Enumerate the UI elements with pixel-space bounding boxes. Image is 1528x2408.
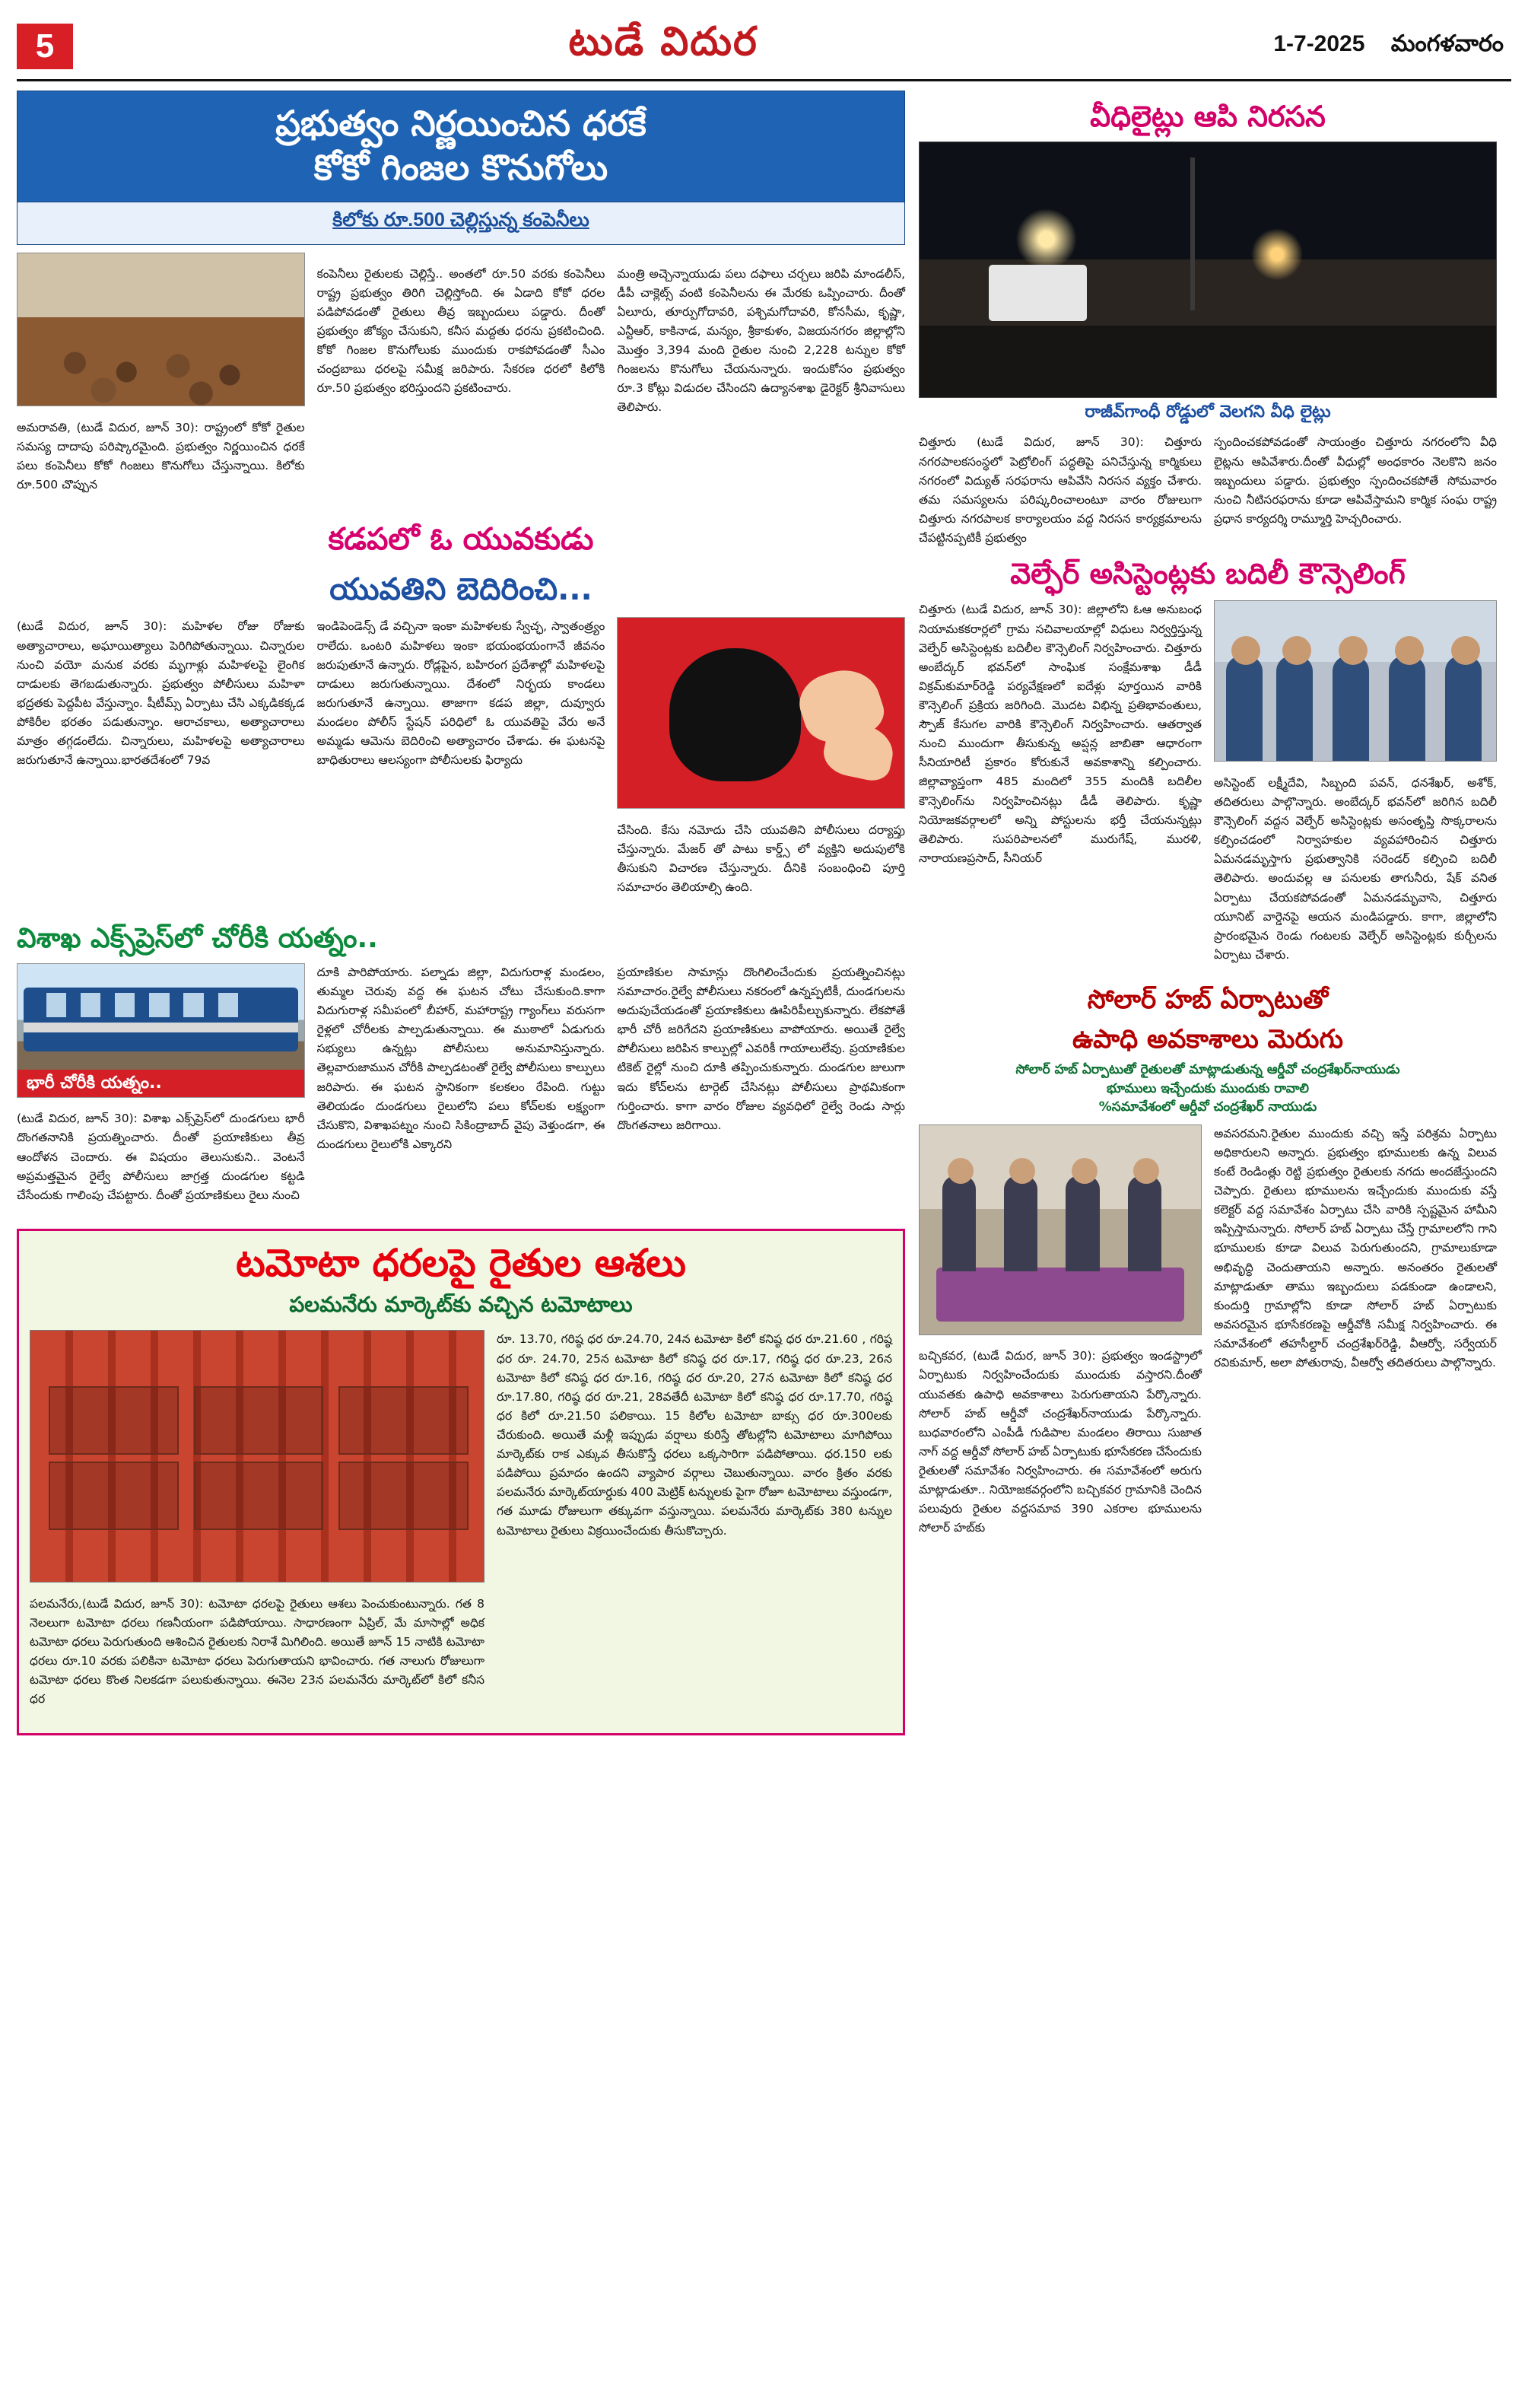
right-col-3b: అవసరమని.రైతుల ముందుకు వచ్చి ఇస్తే పరిశ్రమ ఏర్పాటు అధికారులని అన్నారు. ప్రభుత్వం భూములకు ఉన్న విలువ కంటే రెండింత్లు రెట్టి ప్రభుత్వం రైతులకు నగదు అందజేస్తుందని చెప్పారు. రైతులు భూములను ఇచ్చేందుకు ముందుకు వస్తే కలెక్టర్ వద్ద సమావేశం ఏర్పాటు చేసి వారికి స్పష్టమైన హామీని ఇప్పిస్తామన్నారు. సోలార్ హబ్ ఏర్పాటు చేస్తే గ్రామాలలోని గాని భూములకు కూడా విలువ పెరుగుతుందని, గ్రామాలుకూడా అభివృద్ధి చెందుతాయని అన్నారు. అనంతరం రైతులతో మాట్లాడుతూ తాము ఇబ్బందులు పడకుండా ఉండాలని, కుందుర్తి గ్రామాల్లోని కూడా సోలార్ హబ్ ఏర్పాటుకు అవసరమైన భూసేకరణపై ఆర్డీవోకి సమీక్ష నిర్వహించారు. ఈ సమావేశంలో తహసీల్దార్ చంద్రశేఖర్‌రెడ్డి, వీఆర్వో, సర్వేయర్ రవికుమార్, అలా పోతురావు, వీఆర్వో తదితరులు పాల్గొన్నారు. <box>1214 1126 1497 1370</box>
right-photo-caption-1: రాజీవ్‌గాంధీ రోడ్డులో వెలగని వీధి లైట్లు <box>1085 402 1331 422</box>
right-col-2a: చిత్తూరు (టుడే విదుర, జూన్ 30): జిల్లాలోని ఓఆ అనుబంధ నియామకకరార్లలో గ్రామ సచివాలయాల్లో విధులు నిర్వర్తిస్తున్న వెల్ఫేర్ అసిస్టెంట్లకు బదిలీల కౌన్సెలింగ్ నిర్వహించారు. చిత్తూరు అంబేద్కర్ భవన్‌లో సాంఘిక సంక్షేమశాఖ డీడీ విక్రమ్‌కుమార్‌రెడ్డి పర్యవేక్షణలో ఐదేళ్లు పూర్తయిన వారికి కౌన్సెలింగ్ ప్రక్రియ జరిగింది. మొదట విభిన్న ప్రతిభావంతులు, స్పౌజ్ కేసుగల వారికి కౌన్సెలింగ్ నిర్వహించారు. ఆతర్వాత నుంచి ముందుగా తీసుకున్న అప్షన్ల జాబితా ఆధారంగా సీనియారిటీ ప్రకారం కోరుకునే అవకాశాన్ని కల్పించారు. జిల్లావ్యాప్తంగా 485 మందిలో 355 మందికి బదిలీల కౌన్సెలింగ్‌ను నిర్వహించినట్లు డీడీ తెలిపారు. కృష్ణా నియోజకవర్గాలలో అన్ని పోస్టులను భర్తీ చేయనున్నట్లు తెలిపారు. సుపరిపాలనలో మురుగేష్, మురళి, నారాయణప్రసాద్, సీనియర్ <box>919 603 1202 865</box>
lead-body-3: మంత్రి అచ్చెన్నాయుడు పలు దఫాలు చర్చలు జరిపి మాండలీస్, డీపీ చాక్లెట్స్ వంటి కంపెనీలను ఈ మేరకు ఒప్పించారు. దీంతో ఏలూరు, తూర్పుగోదావరి, పశ్చిమగోదావరి, కోనసీమ, కృష్ణా, ఎన్టీఆర్, కాకినాడ, మన్యం, శ్రీకాకుళం, విజయనగరం జిల్లాల్లోని మొత్తం 3,394 మంది రైతుల నుంచి 2,228 టన్నుల కోకో గింజలను కొనుగోలు చేయనున్నారు. ఇందుకోసం ప్రభుత్వం రూ.3 కోట్లు విడుదల చేసిందని ఉద్యానశాఖ డైరెక్టర్ శ్రీనివాసులు తెలిపారు. <box>617 266 906 415</box>
publication-date <box>1253 31 1511 62</box>
night-street-protest-photo <box>919 142 1497 398</box>
right-headline-3-line1: సోలార్ హబ్ ఏర్పాటుతో <box>1087 984 1329 1015</box>
page-number: 5 <box>17 24 73 69</box>
story3-body-1: (టుడే విదుర, జూన్ 30): విశాఖ ఎక్స్‌ప్రెస్‌లో దుండగులు భారీ దొంగతనానికి ప్రయత్నించారు. దీంతో ప్రయాణికులు తీవ్ర ఆందోళన చెందారు. ఈ విషయం తెలుసుకుని.. వెంటనే అప్రమత్తమైన రైల్వే పోలీసులు జాగ్రత్త దుండగుల కట్టడి చేసేందుకు గాలింపు చేపట్టారు. దీంతో ప్రయాణికులు రైలు నుంచి <box>17 1112 305 1202</box>
lead-body-2: కంపెనీలు రైతులకు చెల్లిస్తే.. అంతలో రూ.50 వరకు కంపెనీలు రాష్ట్ర ప్రభుత్వం తిరిగి చెల్లిస్తోంది. ఈ ఏడాది కోకో ధరల పడిపోవడంతో రైతులు తీవ్ర ఇబ్బందులు పడ్డారు. దీంతో ప్రభుత్వం జోక్యం చేసుకుని, కనీస మద్దతు ధరను ప్రకటించింది. కోకో గింజల కొనుగోలుకు ముందుకు రాకపోవడంతో సీఎం చంద్రబాబు ధరలపై సమీక్ష జరిపారు. సేకరణ ధరలో కిలోకి రూ.50 ప్రభుత్వం భరిస్తుందని ప్రకటించారు. <box>316 266 605 396</box>
story3-headline: విశాఖ ఎక్స్‌ప్రెస్‌లో చోరీకి యత్నం.. <box>17 922 378 954</box>
tomato-body-1: పలమనేరు,(టుడే విదుర, జూన్ 30): టమోటా ధరలపై రైతులు ఆశలు పెంచుకుంటున్నారు. గత 8 నెలలుగా టమోటా ధరలు గణనీయంగా పడిపోయాయి. సాధారణంగా ఏప్రిల్, మే మాసాల్లో అధిక టమోటా ధరలు పెరుగుతుంది ఆశించిన రైతులకు నిరాశే మిగిలింది. అయితే జూన్ 15 నాటికి టమోటా ధరలు రూ.10 వరకు పలికినా టమోటా ధరలు పెరుగుతాయని భావించారు. గత నాలుగు రోజులుగా టమోటా ధరలు కొంత నిలకడగా పలుకుతున్నాయి. ఈనెల 23న పలమనేరు మార్కెట్‌లో కిలో కనీస ధర <box>30 1596 484 1707</box>
solar-hub-meeting-photo <box>919 1124 1202 1335</box>
lead-col-2 <box>317 253 605 506</box>
publication-title: టుడే విదుర <box>568 18 758 65</box>
right-col-1b: స్పందించకపోవడంతో సాయంత్రం చిత్తూరు నగరంలోని వీధి లైట్లను ఆపివేశారు.దీంతో వీధుల్లో అంధకారం నెలకొని జనం ఇబ్బందులు పడ్డారు. ప్రభుత్వం స్పందించకపోతే సోమవారం నుంచి నీటిసరఫరాను కూడా ఆపివేస్తామని కార్మిక సంఘ రాష్ట్ర ప్రధాన కార్యదర్శి రామ్మూర్తి హెచ్చరించారు. <box>1214 435 1497 526</box>
tomato-col-1 <box>30 1330 484 1721</box>
solar-caption-2: భూములు ఇచ్చేందుకు ముందుకు రావాలి <box>1107 1080 1309 1096</box>
right-col-1a: చిత్తూరు (టుడే విదుర, జూన్ 30): చిత్తూరు నగరపాలకసంస్థలో పెట్రోలింగ్ పద్ధతిపై పనిచేస్తున్న కార్మికులు నగరంలో విద్యుత్ సరఫరాను ఆపివేసి నిరసన వ్యక్తం చేశారు. తమ సమస్యలను పరిష్కరించాలంటూ వారం రోజులుగా చిత్తూరు నగరపాలక కార్యాలయం వద్ద నిరసన కార్యక్రమాలను చేపట్టినప్పటికీ ప్రభుత్వం <box>919 435 1202 545</box>
story2-body-3: చేసింది. కేసు నమోదు చేసి యువతిని పోలీసులు దర్యాప్తు చేస్తున్నారు. మేజర్ తో పాటు కార్డ్స్ లో వ్యక్తిని అదుపులోకి తీసుకుని విచారణ చేస్తున్నారు. దీనికి సంబంధించి పూర్తి సమాచారం తెలియాల్సి ఉంది. <box>617 822 906 895</box>
story-welfare-counselling <box>919 555 1497 976</box>
story2-col-2: ఇండిపెండెన్స్ డే వచ్చినా ఇంకా మహిళలకు స్వేచ్ఛ, స్వాతంత్ర్యం రాలేదు. ఒంటరి మహిళలు ఇంకా భయంభయంగానే జీవనం జరుపుతూనే ఉన్నారు. రోడ్లపైన, బహిరంగ ప్రదేశాల్లో మహిళలపై దాడులు జరుగుతున్నాయి. దేశంలో నిర్భయ కాండలు జరుగుతూనే ఉన్నాయి. తాజాగా కడప జిల్లా, దువ్వూరు మండలం పోలీస్ స్టేషన్ పరిధిలో ఓ యువతిపై వేరు అనే అమ్మడు ఆమెను బెదిరించి అత్యాచారం చేశాడు. ఈ ఘటనపై బాధితురాలు ఆలస్యంగా పోలీసులకు ఫిర్యాదు <box>316 619 605 768</box>
train-photo-banner: భారీ చోరీకి యత్నం.. <box>27 1073 162 1093</box>
story-kadapa-harassment <box>17 520 905 908</box>
lead-subheadline: కిలోకు రూ.500 చెల్లిస్తున్న కంపెనీలు <box>17 202 905 245</box>
story2-col-1: (టుడే విదుర, జూన్ 30): మహిళల రోజు రోజుకు అత్యాచారాలు, అఘాయిత్యాలు పెరిగిపోతున్నాయి. చిన్నారుల నుంచి వయో మనుక వరకు మృగాళ్లు మహిళలపై లైంగిక దాడులకు తెగబడుతున్నారు. ప్రభుత్వం పోలీసులు మహిళా భద్రతకు పెద్దపీట వేస్తున్నాం. షీటీమ్స్ ఏర్పాటు చేసి ఎక్కడికక్కడ పోకిరీల భరతం పడుతున్నాం. ఆరాచకాలు, అత్యాచారాలు మాత్రం తగ్గడంలేదు. చిన్నారులు, మహిళలపై అత్యాచారాలు జరుగుతూనే ఉన్నాయి.భారతదేశంలో 79వ <box>17 619 305 768</box>
right-column <box>919 91 1497 1735</box>
lead-col-3 <box>617 253 905 506</box>
right-headline-1: వీధిలైట్లు ఆపి నిరసన <box>1090 100 1326 133</box>
right-col-3a <box>919 1124 1202 1550</box>
story-streetlight-protest <box>919 98 1497 548</box>
lead-headline-line1: ప్రభుత్వం నిర్ణయించిన ధరకే <box>275 103 646 144</box>
harassment-illustration <box>617 617 905 809</box>
tomato-subheadline: పలమనేరు మార్కెట్‌కు వచ్చిన టమోటాలు <box>289 1292 633 1318</box>
tomato-market-photo <box>30 1330 484 1583</box>
counselling-hall-photo <box>1214 600 1497 762</box>
right-body-3a: బచ్చికవర, (టుడే విదుర, జూన్ 30): ప్రభుత్వం ఇండస్ట్రాలో ఏర్పాటుకు నిర్వహించేందుకు ముందుకు వస్తారని.దీంతో యువతకు ఉపాధి అవకాశాలు పెరుగుతాయని పేర్కొన్నారు. సోలార్ హబ్ ఆర్డీవో చంద్రశేఖర్‌నాయుడు పేర్కొన్నారు. బుధవారంలోని ఎంపీడీ గుడిపాల మండలం తిరాయి సుజాత నాగ్ వద్ద ఆర్డీవో సోలార్ హబ్ ఏర్పాటుకు భూసేకరణ చేసేందుకు రైతులతో సమావేశం నిర్వహించారు. ఈ సమావేశంలో అరుగు మాట్లాడుతూ.. నియోజకవర్గంలోని బచ్చికవర గ్రామానికి చెందిన పలువురు రైతుల వద్దసమావ 390 ఎకరాల భూములను సోలార్ హబ్‌కు <box>919 1349 1202 1535</box>
lead-story <box>17 91 905 506</box>
left-column <box>17 91 905 1735</box>
story-train-theft <box>17 921 905 1217</box>
lead-headline-line2: కోకో గింజల కొనుగోలు <box>313 146 608 188</box>
story3-col-2: దూకి పారిపోయారు. పల్నాడు జిల్లా, విదుగురాళ్ల మండలం, తుమ్మల చెరువు వద్ద ఈ ఘటన చోటు చేసుకుంది.కాగా విదుగురాళ్ల సమీపంలో బీహార్, మహారాష్ట్ర గ్యాంగ్‌లు వరుసగా రైళ్లలో చోరీలకు పాల్పడుతున్నాయి. ఈ ముఠాలో ఏడుగురు సభ్యులు ఉన్నట్లు పోలీసులు అనుమానిస్తున్నారు. తెల్లవారుజామున చోరీకి పాల్పడటంతో రైల్వే పోలీసులు కాల్పులు జరిపారు. ఈ ఘటన స్థానికంగా కలకలం రేపింది. గుట్టు తెలియడం దుండగులు రైలులోని పలు కోచ్‌లకు లక్ష్యంగా చేసుకొని, విశాఖపట్నం నుంచి సికింద్రాబాద్ వైపు వెళ్తుండగా, ఈ దుండగులు రైలులోకి ఎక్కారని <box>316 965 605 1151</box>
story2-headline-line2: యువతిని బెదిరించి... <box>329 572 592 608</box>
story-solar-hub <box>919 983 1497 1550</box>
right-body-2b: అసిస్టెంట్ లక్ష్మీదేవి, సిబ్బంది పవన్, ధనశేఖర్, అశోక్, తదితరులు పాల్గొన్నారు. అంబేద్కర్ భవన్‌లో జరిగిన బదిలీ కౌన్సెలింగ్ వద్దన వెల్ఫేర్ అసిస్టెంట్లకు అసంతృప్తి సొక్కరాలను కల్పించడంలో నిర్వాహకుల వ్యవహారించిన చిత్తూరు ఏమనడమృస్తాగు ప్రభుత్వానికి సరెండర్ కల్పించి బదిలీ తెలిపారు. అందువల్ల ఆ పనులకు తాగునీరు, షేక్ వనిత ఏర్పాటు చేయకపోవడంతో ఏమనడమృవాసె, చిత్తూరు యూనిట్ వార్డెనపై ఆయన మండిపడ్డారు. కాగా, జిల్లాలోని ప్రారంభమైన రెండు గంటలకు వెల్ఫేర్ అసిస్టెంట్లకు కుర్చీలను ఏర్పాటు చేశారు. <box>1214 775 1497 962</box>
story3-col-3: ప్రయాణికుల సామాన్లు దొంగిలించేందుకు ప్రయత్నించినట్లు సమాచారం.రైల్వే పోలీసులు నకరంలో ఉన్నప్పటికీ, దుండగులను అదుపుచేయడంతో ప్రయాణికులు ఊపిరిపీల్చుకున్నారు. లేకపోతే భారీ చోరీ జరిగేదని ప్రయాణికులు వాపోయారు. అయితే రైల్వే పోలీసులు జరిపిన కాల్పుల్లో ఎవరికీ గాయాలులేవు. ప్రయాణికుల టికెట్ రైల్లో నుంచి దూకి తప్పించుకున్నారు. దుండగుల జులుగా ఇదు కోచ్‌లను టార్గెట్ చేసినట్లు పోలీసులు ప్రాథమికంగా గుర్తించారు. కాగా వారం రోజుల వ్యవధిలో రైల్వే రెండు సార్లు దొంగతనాలు జరిగాయి. <box>617 965 906 1132</box>
story2-col-3 <box>617 617 905 908</box>
tomato-col-2: రూ. 13.70, గరిష్ఠ ధర రూ.24.70, 24న టమోటా కిలో కనిష్ఠ ధర రూ.21.60 , గరిష్ఠ ధర రూ. 24.70, 25న టమోటా కిలో కనిష్ఠ ధర రూ.17, గరిష్ఠ ధర రూ.23, 26న టమోటా కిలో కనిష్ఠ ధర రూ.16, గరిష్ఠ ధర రూ.20, 27న టమోటా కిలో కనిష్ఠ ధర రూ.17.80, గరిష్ఠ ధర రూ.21, 28వతేదీ టమోటా కిలో కనిష్ఠ ధర రూ.17.70, గరిష్ఠ ధర కిలో రూ.21.50 పలికాయి. 15 కిలోల టమోటా బాక్సు ధర రూ.300లకు చేరుకుంది. అయితే మళ్లీ ఇప్పుడు వర్షాలు కురిస్తే తోటల్లోని టమోటాలు మాగిపోయి మార్కెట్‌కు రాక ఎక్కువ తీసుకొస్తే ధరలు ఒక్కసారిగా పడిపోతాయి. ధర.150 లకు పడిపోయి ప్రమాదం ఉందని వ్యాపార వర్గాలు చెబుతున్నాయి. వారం క్రితం వరకు పలమనేరు మార్కెట్‌యార్డుకు 400 మెట్రిక్ టన్నులకు పైగా రోజూ టమోటాలు వస్తుండగా, గత మూడు రోజులుగా తక్కువగా వస్తున్నాయి. పలమనేరు మార్కెట్‌కు 380 టన్నుల టమోటాలు రైతులు విక్రయించేందుకు తీసుకొచ్చారు. <box>497 1332 892 1538</box>
tomato-headline: టమోటా ధరలపై రైతుల ఆశలు <box>236 1241 686 1286</box>
lead-headline-box <box>17 91 905 202</box>
story3-col-1 <box>17 963 305 1217</box>
date-value: 1-7-2025 <box>1273 30 1365 56</box>
solar-caption-3: %సమావేశంలో ఆర్డీవో చంద్రశేఖర్ నాయుడు <box>1098 1099 1317 1115</box>
train-photo <box>17 963 305 1098</box>
right-headline-2: వెల్ఫేర్ అసిస్టెంట్లకు బదిలీ కౌన్సెలింగ్ <box>1010 557 1406 591</box>
story2-headline-line1: కడపలో ఓ యువకుడు <box>328 522 594 558</box>
right-col-2b <box>1214 600 1497 976</box>
lead-body-1: అమరావతి, (టుడే విదుర, జూన్ 30): రాష్ట్రంలో కోకో రైతుల సమస్య దాదాపు పరిష్కారమైంది. ప్రభుత్వం నిర్ణయించిన ధరకే పలు కంపెనీలు కోకో గింజలు కొనుగోలు చేస్తున్నాయి. కిలోకు రూ.500 చొప్పున <box>17 420 305 491</box>
solar-caption-1: సోలార్ హబ్ ఏర్పాటుతో రైతులతో మాట్లాడుతున్న ఆర్డీవో చంద్రశేఖర్‌నాయుడు <box>1015 1061 1400 1077</box>
lead-col-1 <box>17 253 305 506</box>
right-headline-3-line2: ఉపాధి అవకాశాలు మెరుగు <box>1072 1023 1344 1054</box>
story-tomato-prices <box>17 1229 905 1735</box>
masthead <box>17 14 1511 81</box>
weekday-value: మంగళవారం <box>1390 30 1504 56</box>
cocoa-beans-photo <box>17 253 305 406</box>
